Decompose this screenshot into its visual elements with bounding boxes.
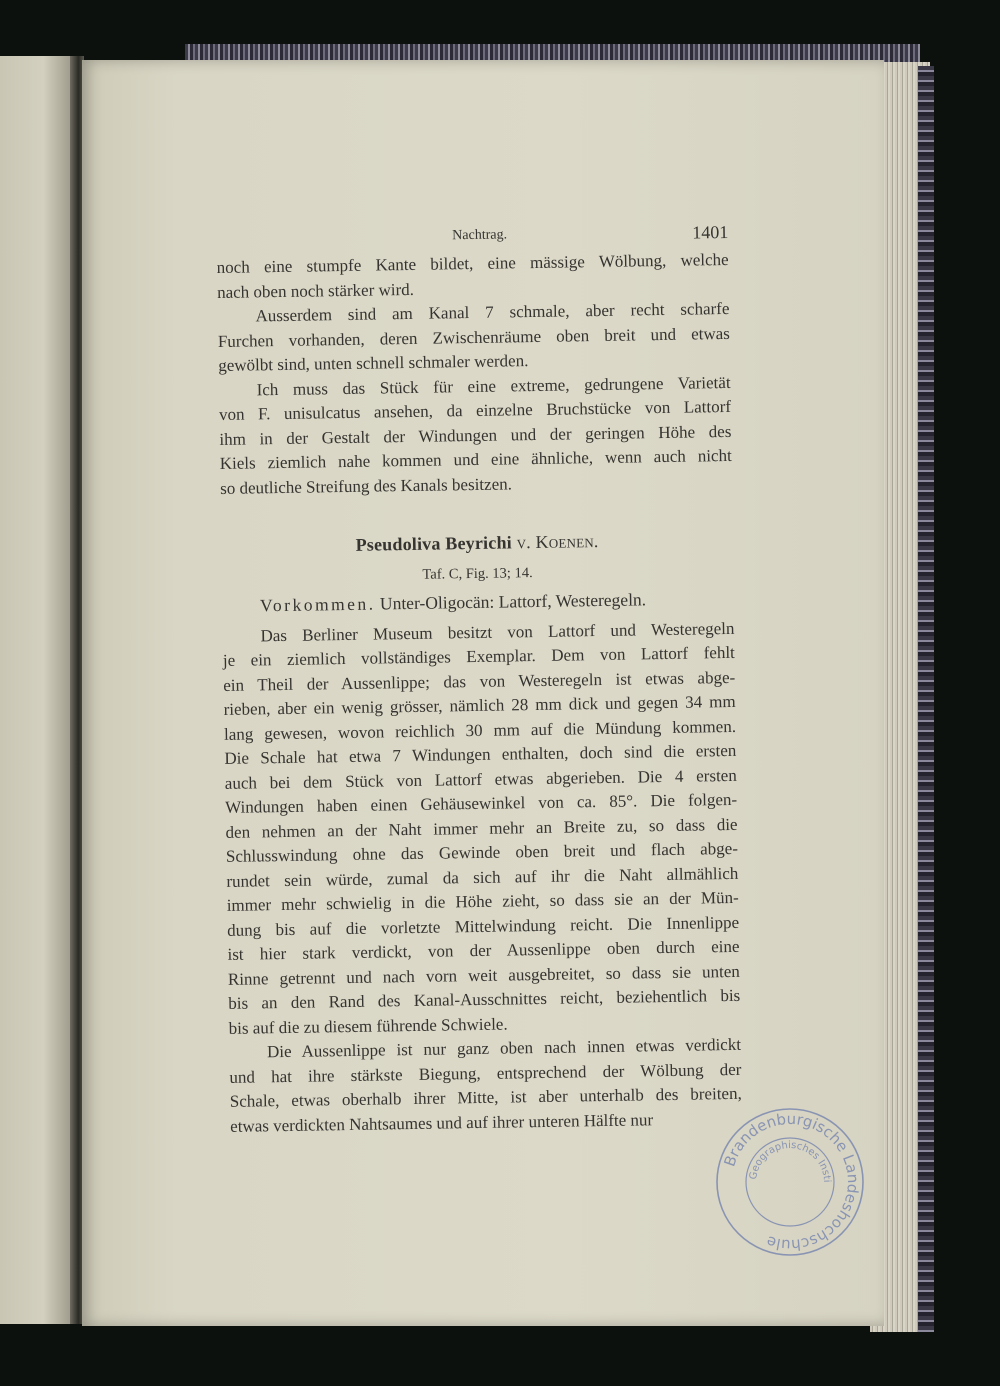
paragraph: [222, 616, 740, 1040]
text-line: ein Theil der Aussenlippe; das von Westeregeln ist etwas abge-: [223, 667, 736, 695]
text-line: Das Berliner Museum besitzt von Lattorf und Westeregeln: [260, 618, 735, 645]
svg-text:Geographisches Institut: Geographisches Insti: [747, 1139, 833, 1183]
text-line: ist hier stark verdickt, von der Aussenlippe oben durch eine: [227, 936, 740, 964]
text-line: so deutliche Streifung des Kanals besitzen.: [220, 473, 513, 498]
paragraph: [217, 297, 730, 379]
svg-text:Brandenburgische Landeshochsch: Brandenburgische Landeshochschule: [720, 1109, 863, 1255]
paragraph: [218, 370, 732, 501]
text-line: auch bei dem Stück von Lattorf etwas abgerieben. Die 4 ersten: [224, 765, 737, 793]
facing-page-edge: [0, 56, 72, 1324]
text-line: dung bis auf die vorletzte Mittelwindung reicht. Die Innenlippe: [226, 912, 740, 940]
species-author: v. Koenen.: [516, 531, 599, 553]
text-line: bis an den Rand des Kanal-Ausschnittes reicht, beziehentlich bis: [228, 985, 741, 1013]
text-block-bottom: [222, 616, 742, 1138]
text-line: Ausserdem sind am Kanal 7 schmale, aber recht scharfe: [255, 298, 730, 326]
text-line: Die Schale hat etwa 7 Windungen enthalten, doch sind die ersten: [224, 740, 737, 768]
text-line: Windungen haben einen Gehäusewinkel von ca. 85°. Die folgen-: [225, 789, 738, 817]
text-line: Schlusswindung ohne das Gewinde oben breit und flach abge-: [225, 838, 739, 866]
occurrence-label: Vorkommen.: [259, 593, 376, 616]
species-name: Pseudoliva Beyrichi: [355, 532, 513, 555]
text-line: den nehmen an der Naht immer mehr an Breite zu, so dass die: [225, 814, 738, 842]
text-line: ihm in der Gestalt der Windungen und der geringen Höhe des: [219, 421, 732, 449]
page-content: [216, 214, 742, 1139]
page-number: 1401: [692, 221, 729, 243]
library-stamp: [714, 1106, 866, 1258]
text-line: gewölbt sind, unten schnell schmaler werden.: [218, 351, 529, 375]
text-line: rundet sein würde, zumal da sich auf ihr die Naht allmählich: [226, 863, 739, 891]
stamp-graphic: [714, 1106, 866, 1258]
text-line: von F. unisulcatus ansehen, da einzelne Bruchstücke von Lattorf: [218, 396, 732, 424]
text-line: je ein ziemlich vollständiges Exemplar. Dem von Lattorf fehlt: [222, 642, 735, 670]
text-line: Ich muss das Stück für eine extreme, gedrungene Varietät: [256, 372, 731, 399]
occurrence-text: Unter-Oligocän: Lattorf, Westeregeln.: [379, 589, 647, 614]
text-line: Die Aussenlippe ist nur ganz oben nach innen etwas verdickt: [266, 1034, 742, 1062]
text-line: Kiels ziemlich nahe kommen und eine ähnliche, wenn auch nicht: [219, 445, 732, 473]
text-line: noch eine stumpfe Kante bildet, eine mässige Wölbung, welche: [216, 249, 729, 277]
text-line: Rinne getrennt und nach vorn weit ausgebreitet, so dass sie unten: [227, 961, 740, 989]
text-line: nach oben noch stärker wird.: [216, 279, 415, 302]
paragraph: [229, 1033, 742, 1139]
text-line: Schale, etwas oberhalb ihrer Mitte, ist aber unterhalb des breiten,: [229, 1083, 742, 1111]
occurrence-line: [222, 586, 734, 619]
text-line: Furchen vorhanden, deren Zwischenräume oben breit und etwas: [217, 323, 730, 351]
text-line: immer mehr schwielig in die Höhe zieht, so dass sie an der Mün-: [226, 887, 739, 915]
text-line: rieben, aber ein wenig grösser, nämlich 28 mm dick und gegen 34 mm: [223, 691, 736, 719]
plate-reference: Taf. C, Fig. 13; 14.: [422, 564, 533, 583]
text-line: lang gewesen, wovon reichlich 30 mm auf die Mündung kommen.: [223, 716, 737, 744]
species-heading: [221, 527, 733, 560]
text-block-top: [217, 248, 733, 501]
text-line: und hat ihre stärkste Biegung, entsprechend der Wölbung der: [229, 1059, 742, 1087]
paragraph: [217, 248, 730, 305]
text-line: etwas verdickten Nahtsaumes und auf ihrer unteren Hälfte nur: [230, 1109, 654, 1136]
running-head: Nachtrag.: [452, 227, 508, 244]
text-line: bis auf die zu diesem führende Schwiele.: [228, 1014, 508, 1038]
book-cover-edge: [918, 66, 934, 1332]
